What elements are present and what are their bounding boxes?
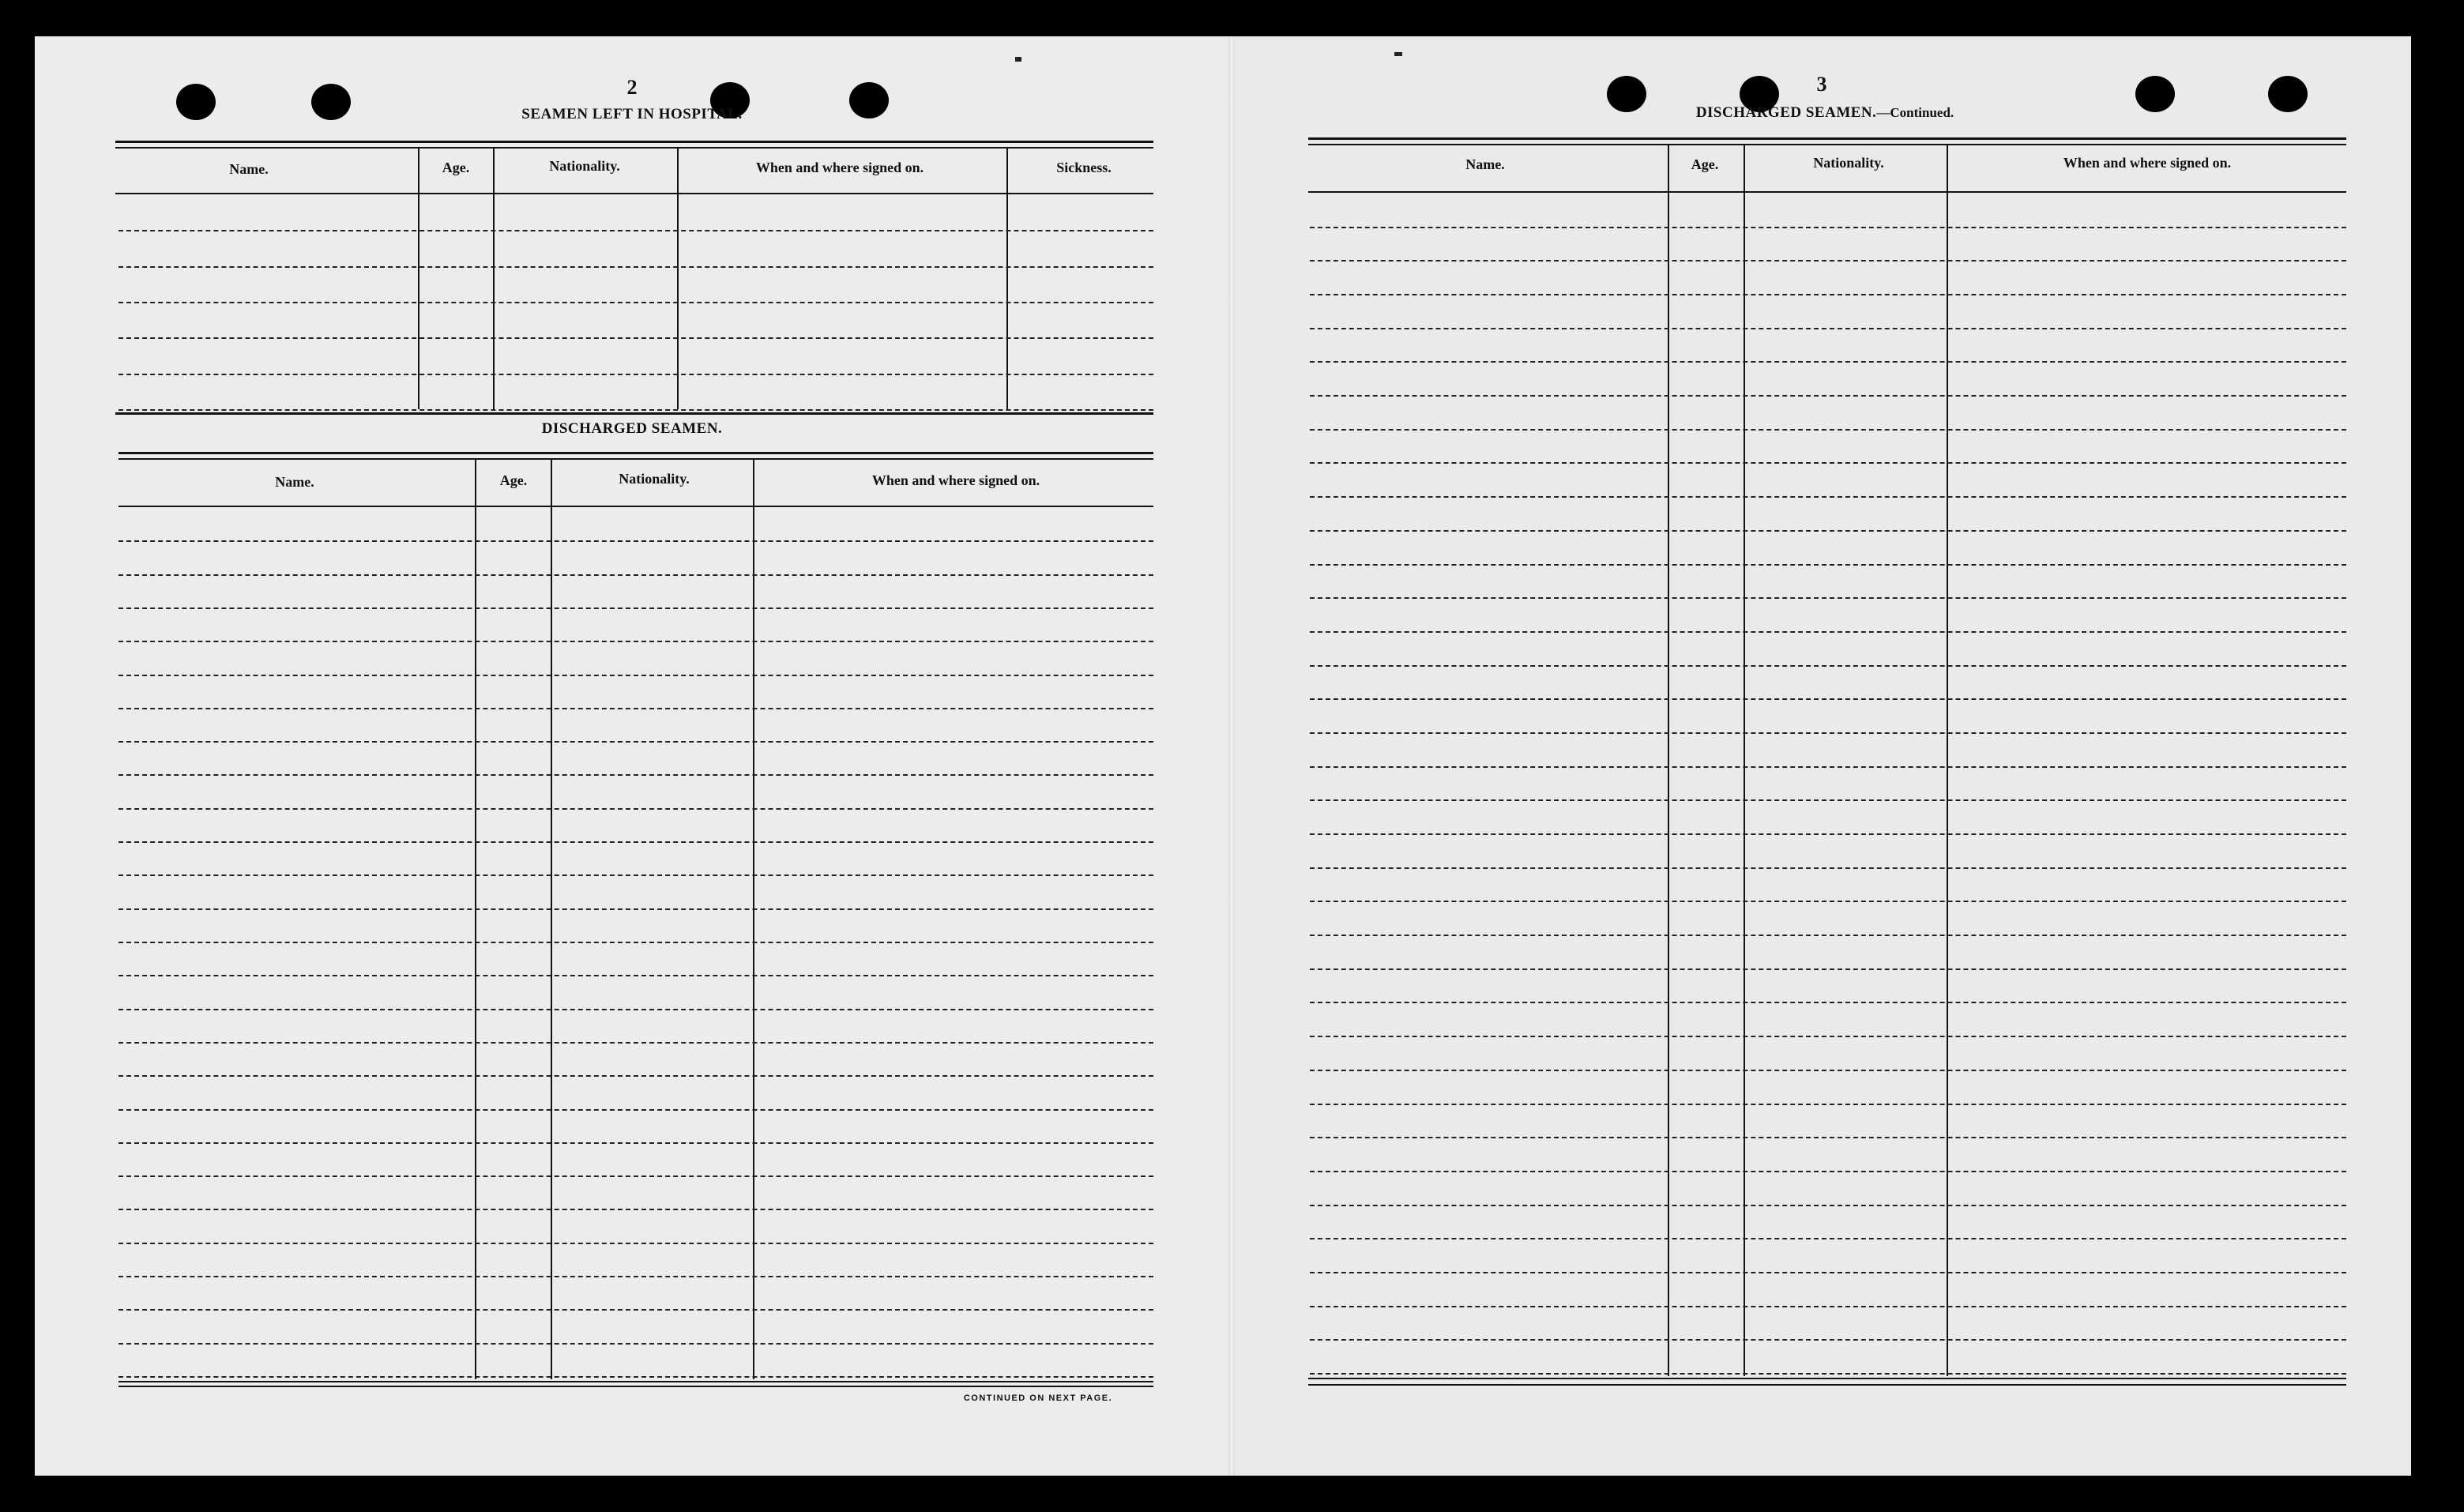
blank-entry-line bbox=[118, 1042, 1153, 1044]
blank-entry-line bbox=[1310, 530, 2346, 532]
left-page bbox=[35, 36, 1232, 1476]
column-header-nationality: Nationality. bbox=[619, 471, 690, 487]
blank-entry-line bbox=[118, 675, 1153, 676]
blank-entry-line bbox=[1310, 328, 2346, 329]
blank-entry-line bbox=[1310, 227, 2346, 228]
column-header-name: Name. bbox=[1465, 156, 1505, 172]
ink-speck bbox=[1394, 52, 1402, 56]
blank-entry-line bbox=[118, 607, 1153, 609]
blank-entry-line bbox=[118, 641, 1153, 642]
column-divider bbox=[418, 147, 419, 409]
blank-entry-line bbox=[1310, 1137, 2346, 1138]
blank-entry-line bbox=[1310, 732, 2346, 734]
blank-entry-line bbox=[1310, 935, 2346, 936]
blank-entry-line bbox=[1310, 665, 2346, 667]
table-top-rule bbox=[115, 147, 1153, 149]
table-top-rule bbox=[118, 452, 1153, 454]
blank-entry-line bbox=[1310, 1171, 2346, 1172]
column-divider bbox=[753, 458, 754, 1379]
blank-entry-line bbox=[118, 302, 1153, 303]
blank-entry-line bbox=[1310, 1205, 2346, 1206]
continued-footer: CONTINUED ON NEXT PAGE. bbox=[963, 1394, 1113, 1403]
blank-entry-line bbox=[118, 975, 1153, 976]
blank-entry-line bbox=[118, 574, 1153, 576]
table-bottom-rule bbox=[118, 1381, 1153, 1382]
ink-speck bbox=[1015, 57, 1021, 62]
punch-hole bbox=[2268, 76, 2308, 112]
blank-entry-line bbox=[118, 874, 1153, 876]
column-header-signed-on: When and where signed on. bbox=[755, 160, 924, 175]
page-number: 3 bbox=[1816, 73, 1827, 96]
title-suffix: —Continued. bbox=[1876, 105, 1954, 120]
hospital-section-title: SEAMEN LEFT IN HOSPITAL. bbox=[521, 106, 743, 122]
column-header-nationality: Nationality. bbox=[549, 158, 620, 174]
blank-entry-line bbox=[118, 540, 1153, 542]
discharged-continued-title bbox=[1696, 104, 1954, 122]
blank-entry-line bbox=[1310, 429, 2346, 431]
blank-entry-line bbox=[118, 1142, 1153, 1144]
blank-entry-line bbox=[1310, 597, 2346, 599]
column-header-age: Age. bbox=[442, 160, 470, 175]
header-bottom-rule bbox=[1308, 191, 2346, 193]
column-divider bbox=[475, 458, 476, 1379]
blank-entry-line bbox=[118, 1276, 1153, 1277]
table-bottom-rule bbox=[118, 1386, 1153, 1387]
column-header-nationality: Nationality. bbox=[1813, 155, 1884, 171]
discharged-section-title: DISCHARGED SEAMEN. bbox=[541, 420, 723, 437]
punch-hole bbox=[849, 82, 889, 118]
blank-entry-line bbox=[118, 808, 1153, 810]
blank-entry-line bbox=[118, 374, 1153, 375]
blank-entry-line bbox=[1310, 901, 2346, 902]
column-header-name: Name. bbox=[229, 161, 269, 177]
blank-entry-line bbox=[1310, 496, 2346, 498]
blank-entry-line bbox=[118, 1376, 1153, 1378]
column-header-name: Name. bbox=[275, 474, 314, 490]
header-bottom-rule bbox=[115, 193, 1153, 194]
table-top-rule bbox=[115, 141, 1153, 143]
blank-entry-line bbox=[1310, 631, 2346, 633]
page-fold bbox=[1228, 36, 1235, 1476]
blank-entry-line bbox=[118, 1075, 1153, 1077]
blank-entry-line bbox=[1310, 395, 2346, 397]
blank-entry-line bbox=[1310, 1238, 2346, 1239]
column-divider bbox=[551, 458, 552, 1379]
column-header-signed-on: When and where signed on. bbox=[871, 472, 1040, 488]
blank-entry-line bbox=[1310, 969, 2346, 970]
blank-entry-line bbox=[1310, 564, 2346, 566]
blank-entry-line bbox=[1310, 833, 2346, 835]
blank-entry-line bbox=[118, 942, 1153, 943]
blank-entry-line bbox=[118, 1243, 1153, 1244]
page-number: 2 bbox=[626, 76, 638, 99]
blank-entry-line bbox=[1310, 766, 2346, 768]
right-page bbox=[1232, 36, 2411, 1476]
section-divider-rule bbox=[115, 412, 1153, 415]
table-top-rule bbox=[1308, 144, 2346, 145]
blank-entry-line bbox=[118, 741, 1153, 743]
blank-entry-line bbox=[118, 1209, 1153, 1210]
blank-entry-line bbox=[118, 908, 1153, 910]
blank-entry-line bbox=[118, 841, 1153, 843]
blank-entry-line bbox=[1310, 361, 2346, 363]
blank-entry-line bbox=[118, 337, 1153, 339]
blank-entry-line bbox=[1310, 260, 2346, 261]
blank-entry-line bbox=[118, 409, 1153, 411]
blank-entry-line bbox=[1310, 1002, 2346, 1003]
punch-hole bbox=[311, 84, 351, 120]
column-header-age: Age. bbox=[1691, 156, 1719, 172]
table-bottom-rule bbox=[1308, 1378, 2346, 1379]
blank-entry-line bbox=[1310, 1070, 2346, 1071]
blank-entry-line bbox=[118, 1309, 1153, 1311]
column-divider bbox=[493, 147, 495, 409]
blank-entry-line bbox=[1310, 1339, 2346, 1341]
header-bottom-rule bbox=[118, 506, 1153, 507]
blank-entry-line bbox=[1310, 1306, 2346, 1307]
column-divider bbox=[1006, 147, 1008, 409]
column-divider bbox=[677, 147, 679, 409]
blank-entry-line bbox=[1310, 1104, 2346, 1105]
punch-hole bbox=[176, 84, 216, 120]
blank-entry-line bbox=[1310, 799, 2346, 801]
column-header-signed-on: When and where signed on. bbox=[2063, 155, 2232, 171]
title-text: DISCHARGED SEAMEN. bbox=[1695, 104, 1877, 121]
column-header-age: Age. bbox=[499, 472, 528, 488]
blank-entry-line bbox=[118, 230, 1153, 231]
punch-hole bbox=[1607, 76, 1646, 112]
punch-hole bbox=[2135, 76, 2175, 112]
column-header-sickness: Sickness. bbox=[1056, 160, 1112, 175]
blank-entry-line bbox=[118, 1009, 1153, 1010]
blank-entry-line bbox=[118, 1343, 1153, 1345]
blank-entry-line bbox=[118, 774, 1153, 776]
table-bottom-rule bbox=[1308, 1384, 2346, 1386]
blank-entry-line bbox=[1310, 294, 2346, 295]
blank-entry-line bbox=[118, 266, 1153, 268]
blank-entry-line bbox=[1310, 462, 2346, 464]
table-top-rule bbox=[1308, 137, 2346, 140]
blank-entry-line bbox=[1310, 1272, 2346, 1273]
blank-entry-line bbox=[1310, 867, 2346, 869]
blank-entry-line bbox=[118, 708, 1153, 709]
blank-entry-line bbox=[1310, 698, 2346, 700]
blank-entry-line bbox=[1310, 1373, 2346, 1375]
blank-entry-line bbox=[1310, 1036, 2346, 1037]
blank-entry-line bbox=[118, 1109, 1153, 1111]
blank-entry-line bbox=[118, 1175, 1153, 1177]
table-top-rule bbox=[118, 458, 1153, 460]
